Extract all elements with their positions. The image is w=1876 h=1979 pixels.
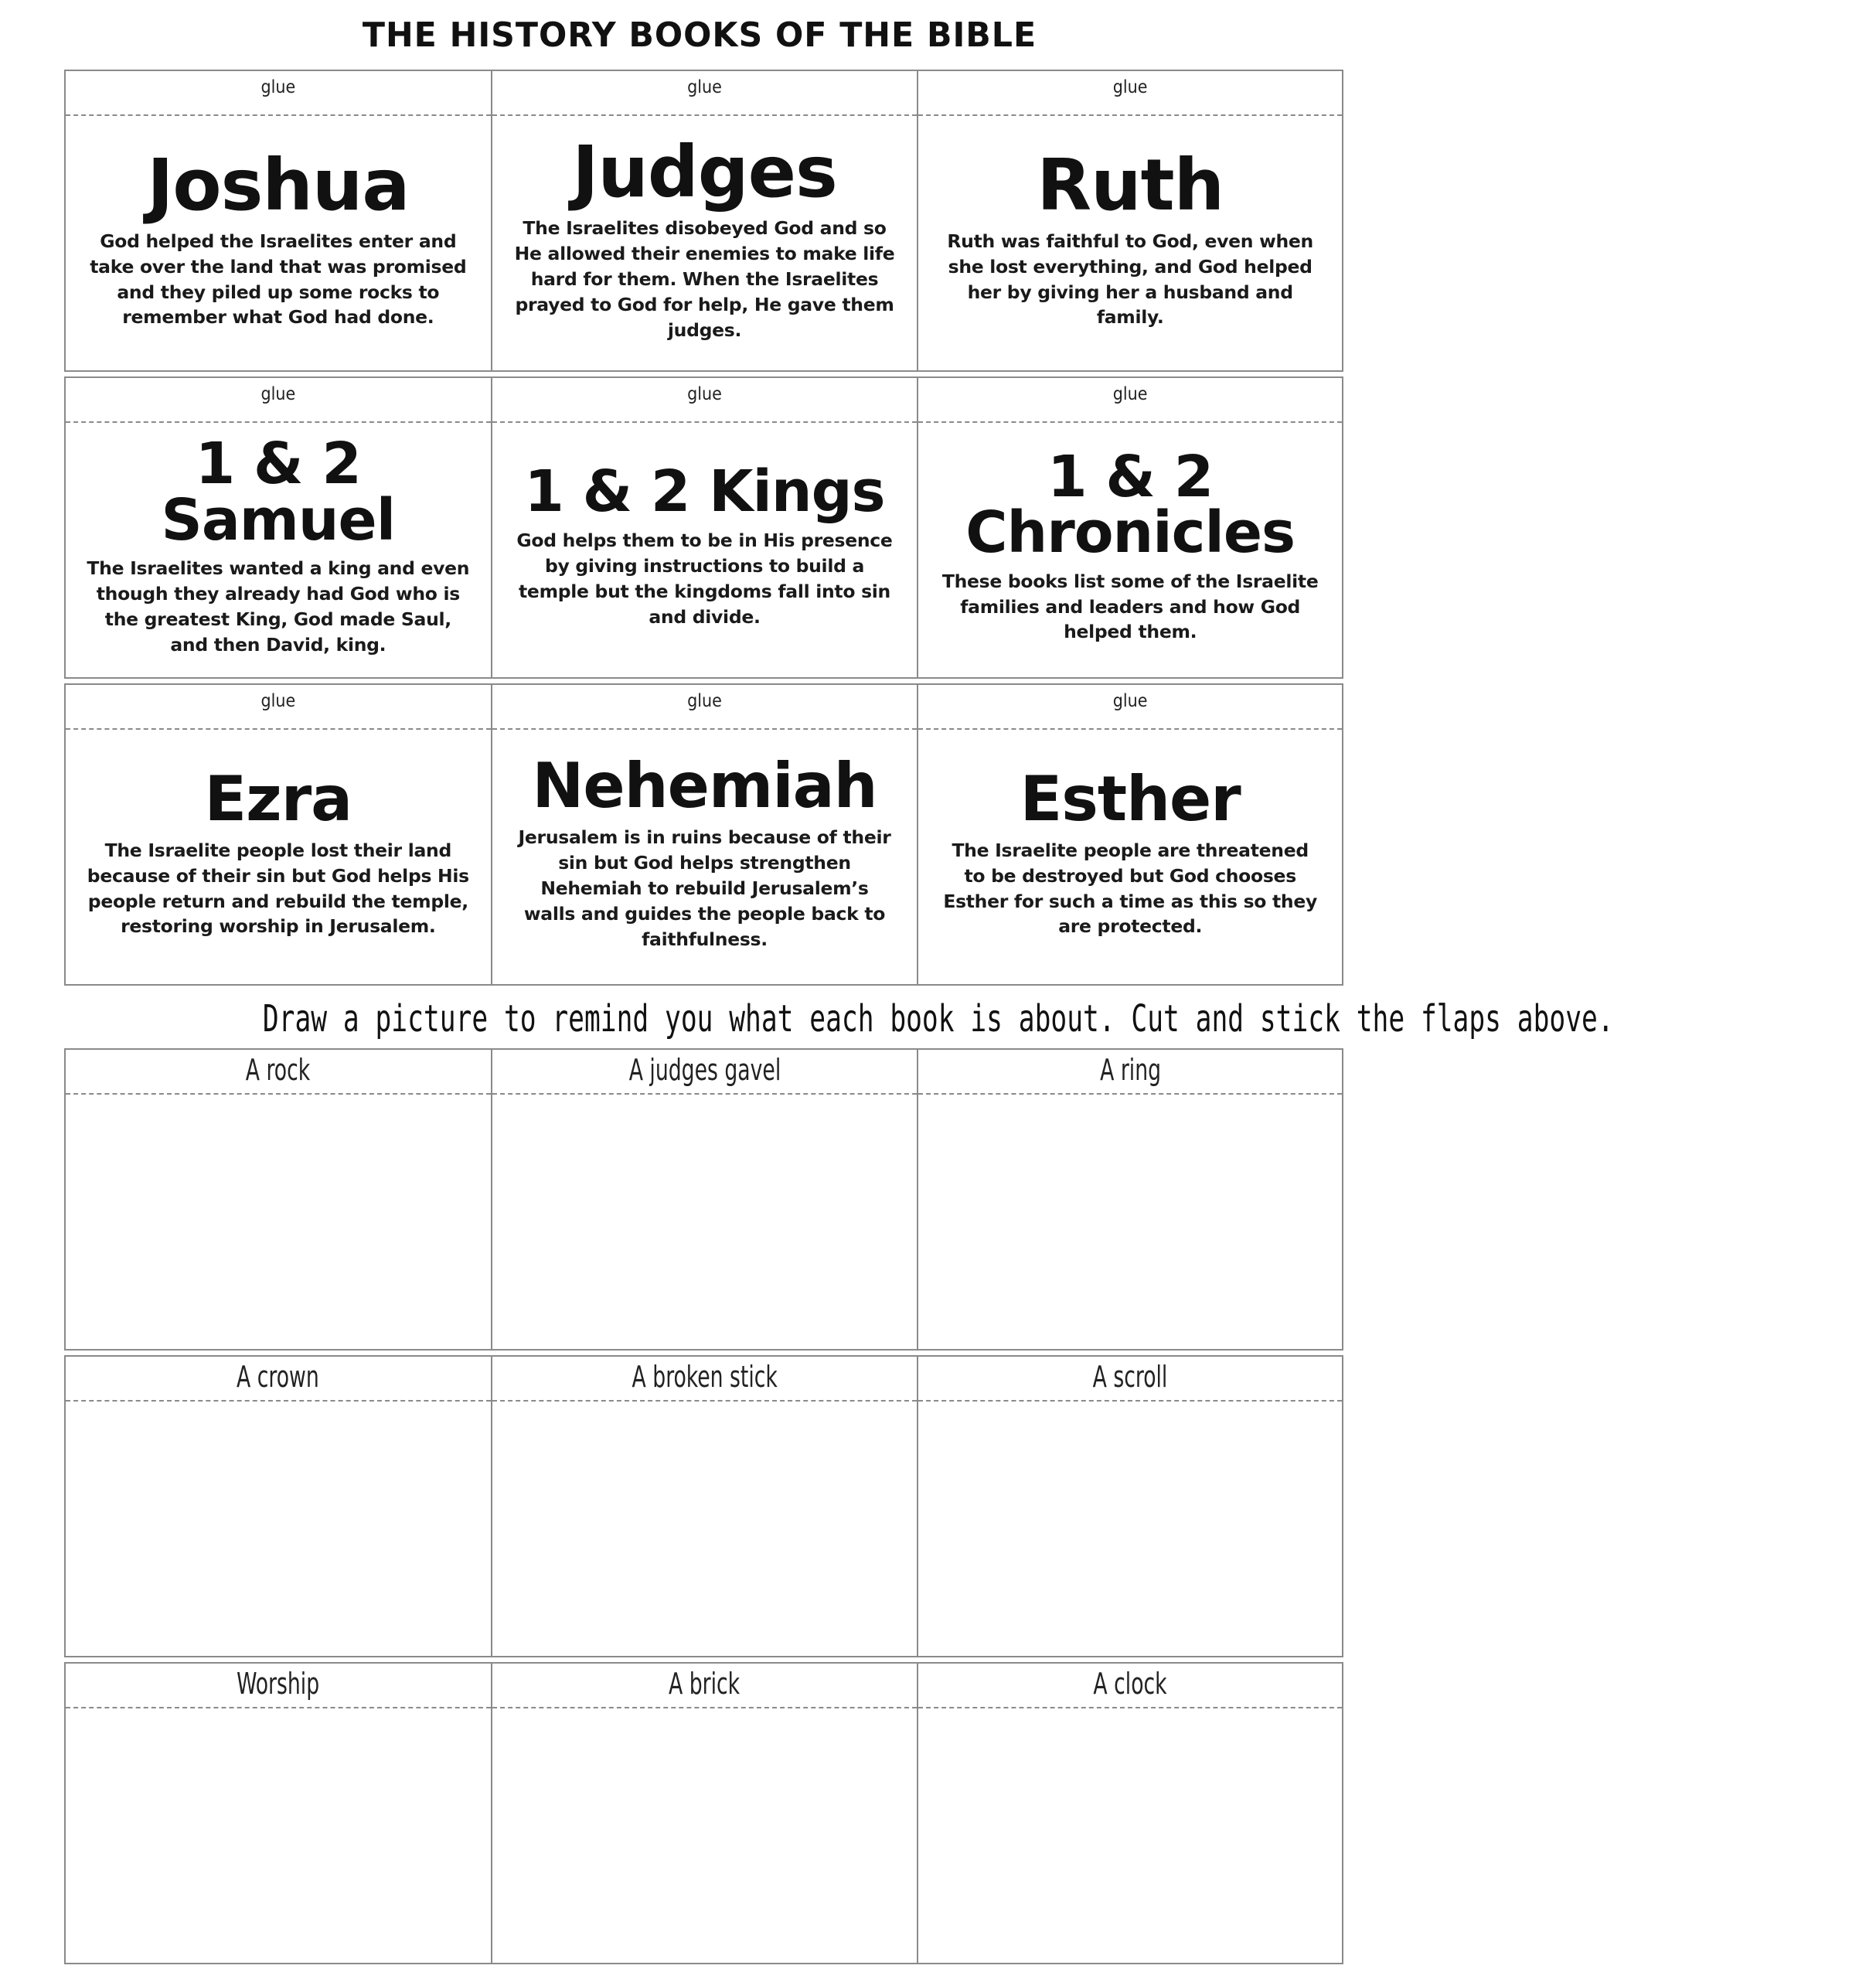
picture-box-worship[interactable]	[64, 1662, 492, 1964]
glue-tab: glue	[492, 685, 918, 730]
glue-tab: glue	[66, 685, 491, 730]
picture-box-label	[66, 1664, 491, 1708]
book-name-line-1: 1 & 2	[1047, 443, 1214, 510]
book-description: The Israelite people are threatened to be destroyed but God chooses Esther for such a time as this so they are protected.	[943, 839, 1318, 938]
flap-body	[66, 424, 491, 677]
book-description: The Israelites wanted a king and even though they already had God who is the greatest King, God made Saul, and then David, king.	[87, 557, 470, 656]
page-title: THE HISTORY BOOKS OF THE BIBLE	[362, 15, 1037, 55]
flap-body	[918, 731, 1342, 984]
book-description: The Israelites disobeyed God and so He allowed their enemies to make life hard for them. When the Israelites prayed to God for help, He gave them judges.	[514, 217, 895, 341]
picture-label-text: A crown	[237, 1360, 320, 1394]
picture-box-scroll[interactable]	[917, 1355, 1343, 1657]
book-name: 1 & 2 Samuel	[161, 431, 396, 554]
flap-esther[interactable]	[917, 683, 1343, 986]
book-name: Joshua	[147, 143, 410, 227]
picture-label-text: A clock	[1093, 1667, 1167, 1701]
book-description: God helps them to be in His presence by giving instructions to build a temple but the kingdoms fall into sin and divide.	[516, 529, 893, 628]
book-name: Judges	[572, 131, 837, 214]
glue-tab: glue	[492, 71, 918, 116]
book-name: Esther	[1020, 762, 1241, 835]
instructions-text	[0, 997, 1614, 1041]
picture-box-label	[918, 1664, 1342, 1708]
flap-judges[interactable]	[491, 70, 919, 372]
picture-box-label	[918, 1050, 1342, 1095]
glue-tab: glue	[918, 685, 1342, 730]
book-description: These books list some of the Israelite families and leaders and how God helped them.	[941, 570, 1319, 643]
picture-box-ring[interactable]	[917, 1048, 1343, 1351]
instructions-label: Draw a picture to remind you what each book is about. Cut and stick the flaps above.	[262, 997, 1614, 1041]
picture-box-label	[492, 1050, 918, 1095]
book-name: Ruth	[1037, 143, 1224, 227]
flap-nehemiah[interactable]	[491, 683, 919, 986]
glue-tab: glue	[66, 71, 491, 116]
picture-grid	[64, 1048, 1343, 1964]
glue-tab: glue	[66, 378, 491, 423]
picture-box-label	[66, 1050, 491, 1095]
picture-box-label	[492, 1357, 918, 1402]
flap-joshua[interactable]	[64, 70, 492, 372]
glue-tab: glue	[918, 378, 1342, 423]
book-description: Jerusalem is in ruins because of their sin but God helps strengthen Nehemiah to rebuild Jerusalem’s walls and guides the people back to faithfulness.	[518, 826, 891, 950]
book-name: 1 & 2 Kings	[524, 458, 885, 526]
picture-box-clock[interactable]	[917, 1662, 1343, 1964]
flap-body	[66, 731, 491, 984]
picture-label-text: A judges gavel	[628, 1053, 781, 1087]
flap-body	[492, 424, 918, 677]
picture-box-crown[interactable]	[64, 1355, 492, 1657]
book-name-line-2: Chronicles	[965, 499, 1295, 567]
picture-label-text: A rock	[246, 1053, 311, 1087]
picture-box-label	[918, 1357, 1342, 1402]
picture-label-text: A ring	[1099, 1053, 1161, 1087]
picture-label-text: A brick	[669, 1667, 741, 1701]
picture-label-text: Worship	[237, 1667, 320, 1701]
picture-box-brick[interactable]	[491, 1662, 919, 1964]
flap-body	[492, 118, 918, 370]
book-name: Ezra	[204, 762, 352, 835]
flap-grid	[64, 70, 1343, 986]
flap-body	[66, 118, 491, 370]
picture-label-text: A broken stick	[632, 1360, 778, 1394]
book-name: Nehemiah	[532, 750, 877, 823]
glue-tab: glue	[492, 378, 918, 423]
picture-box-label	[492, 1664, 918, 1708]
glue-tab: glue	[918, 71, 1342, 116]
flap-body	[492, 731, 918, 984]
flap-body	[918, 118, 1342, 370]
flap-chronicles[interactable]	[917, 376, 1343, 679]
book-description: The Israelite people lost their land because of their sin but God helps His people return and rebuild the temple, restoring worship in Jerusalem.	[87, 839, 469, 938]
picture-box-label	[66, 1357, 491, 1402]
flap-samuel[interactable]	[64, 376, 492, 679]
flap-body	[918, 424, 1342, 677]
flap-ruth[interactable]	[917, 70, 1343, 372]
picture-box-rock[interactable]	[64, 1048, 492, 1351]
picture-box-broken-stick[interactable]	[491, 1355, 919, 1657]
flap-ezra[interactable]	[64, 683, 492, 986]
picture-box-gavel[interactable]	[491, 1048, 919, 1351]
flap-kings[interactable]	[491, 376, 919, 679]
picture-label-text: A scroll	[1092, 1360, 1168, 1394]
book-description: Ruth was faithful to God, even when she lost everything, and God helped her by giving her a husband and family.	[947, 230, 1313, 329]
book-description: God helped the Israelites enter and take over the land that was promised and they piled up some rocks to remember what God had done.	[90, 230, 467, 329]
